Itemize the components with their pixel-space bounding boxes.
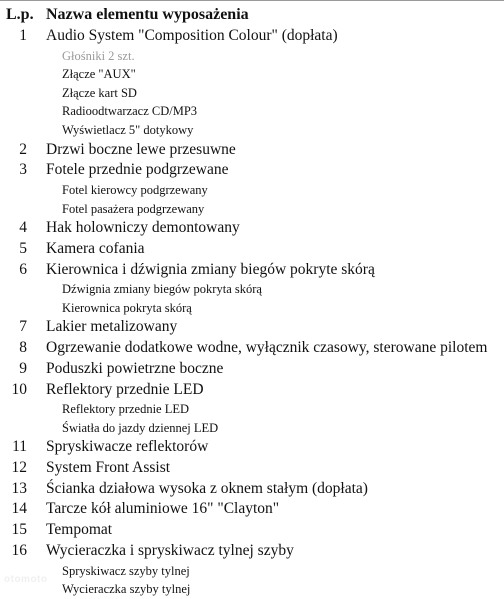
item-label: Lakier metalizowany	[46, 318, 178, 336]
equipment-subitem	[0, 419, 504, 438]
equipment-item	[0, 160, 504, 181]
item-label: Kierownica i dźwignia zmiany biegów pokryte skórą	[46, 260, 375, 278]
item-number: 9	[19, 359, 27, 377]
subitem-label: Fotel kierowcy podgrzewany	[62, 183, 208, 198]
item-number: 11	[12, 438, 27, 456]
equipment-subitem	[0, 121, 504, 140]
equipment-item	[0, 520, 504, 541]
subitem-label: Światła do jazdy dziennej LED	[62, 420, 219, 435]
subitem-label: Reflektory przednie LED	[62, 402, 190, 417]
item-number: 12	[11, 459, 27, 477]
watermark-logo: otomoto	[4, 574, 48, 585]
number-column-header: L.p.	[6, 6, 34, 23]
item-number: 6	[19, 260, 27, 278]
equipment-item	[0, 239, 504, 260]
top-rule	[0, 0, 504, 1]
equipment-item	[0, 541, 504, 562]
item-number: 2	[19, 140, 27, 158]
item-label: Fotele przednie podgrzewane	[46, 161, 229, 179]
equipment-subitem	[0, 400, 504, 419]
list-header	[0, 4, 504, 26]
item-number: 14	[11, 500, 27, 518]
item-label: Hak holowniczy demontowany	[46, 219, 240, 237]
equipment-subitem	[0, 562, 504, 581]
equipment-item	[0, 140, 504, 161]
item-number: 13	[11, 479, 27, 497]
item-label: Wycieraczka i spryskiwacz tylnej szyby	[46, 541, 294, 559]
item-label: Ścianka działowa wysoka z oknem stałym (dopłata)	[46, 479, 368, 497]
equipment-item	[0, 479, 504, 500]
equipment-item	[0, 317, 504, 338]
item-number: 7	[19, 318, 27, 336]
equipment-subitem	[0, 65, 504, 84]
subitem-label: Fotel pasażera podgrzewany	[62, 201, 205, 216]
subitem-label: Kierownica pokryta skórą	[62, 300, 192, 315]
equipment-item	[0, 218, 504, 239]
item-label: Tempomat	[46, 521, 113, 539]
name-column-header: Nazwa elementu wyposażenia	[46, 6, 249, 23]
item-label: Poduszki powietrzne boczne	[46, 359, 224, 377]
subitem-label: Złącze "AUX"	[62, 67, 136, 82]
item-number: 1	[19, 27, 27, 44]
item-label: Ogrzewanie dodatkowe wodne, wyłącznik czasowy, sterowane pilotem	[46, 339, 488, 357]
equipment-subitem	[0, 181, 504, 200]
item-number: 15	[11, 521, 27, 539]
item-number: 10	[11, 380, 27, 398]
subitem-label: Radioodtwarzacz CD/MP3	[62, 104, 198, 119]
item-label: Drzwi boczne lewe przesuwne	[46, 140, 236, 158]
item-number: 8	[19, 339, 27, 357]
equipment-item	[0, 499, 504, 520]
equipment-item	[0, 458, 504, 479]
equipment-subitem	[0, 84, 504, 103]
equipment-subitem	[0, 299, 504, 318]
equipment-item	[0, 380, 504, 401]
item-label: Audio System "Composition Colour" (dopłata)	[46, 27, 338, 44]
equipment-subitem	[0, 580, 504, 599]
equipment-item	[0, 260, 504, 281]
subitem-label: Dźwignia zmiany biegów pokryta skórą	[62, 282, 262, 297]
equipment-subitem	[0, 47, 504, 66]
equipment-subitem	[0, 102, 504, 121]
item-label: Kamera cofania	[46, 239, 145, 257]
subitem-label: Wycieraczka szyby tylnej	[62, 582, 191, 597]
equipment-item	[0, 359, 504, 380]
item-number: 3	[19, 161, 27, 179]
subitem-label: Złącze kart SD	[62, 85, 137, 100]
item-number: 4	[19, 219, 27, 237]
item-label: System Front Assist	[46, 459, 171, 477]
item-label: Tarcze kół aluminiowe 16" "Clayton"	[46, 500, 280, 518]
equipment-item	[0, 338, 504, 359]
equipment-item	[0, 26, 504, 47]
equipment-subitem	[0, 280, 504, 299]
equipment-subitem	[0, 200, 504, 219]
equipment-list	[0, 4, 504, 599]
subitem-label: Wyświetlacz 5" dotykowy	[62, 123, 194, 138]
equipment-rows	[0, 26, 504, 599]
subitem-label: Spryskiwacz szyby tylnej	[62, 563, 190, 578]
equipment-item	[0, 437, 504, 458]
subitem-label: Głośniki 2 szt.	[62, 48, 135, 63]
item-number: 5	[19, 239, 27, 257]
item-number: 16	[11, 541, 27, 559]
item-label: Reflektory przednie LED	[46, 380, 204, 398]
item-label: Spryskiwacze reflektorów	[46, 438, 209, 456]
